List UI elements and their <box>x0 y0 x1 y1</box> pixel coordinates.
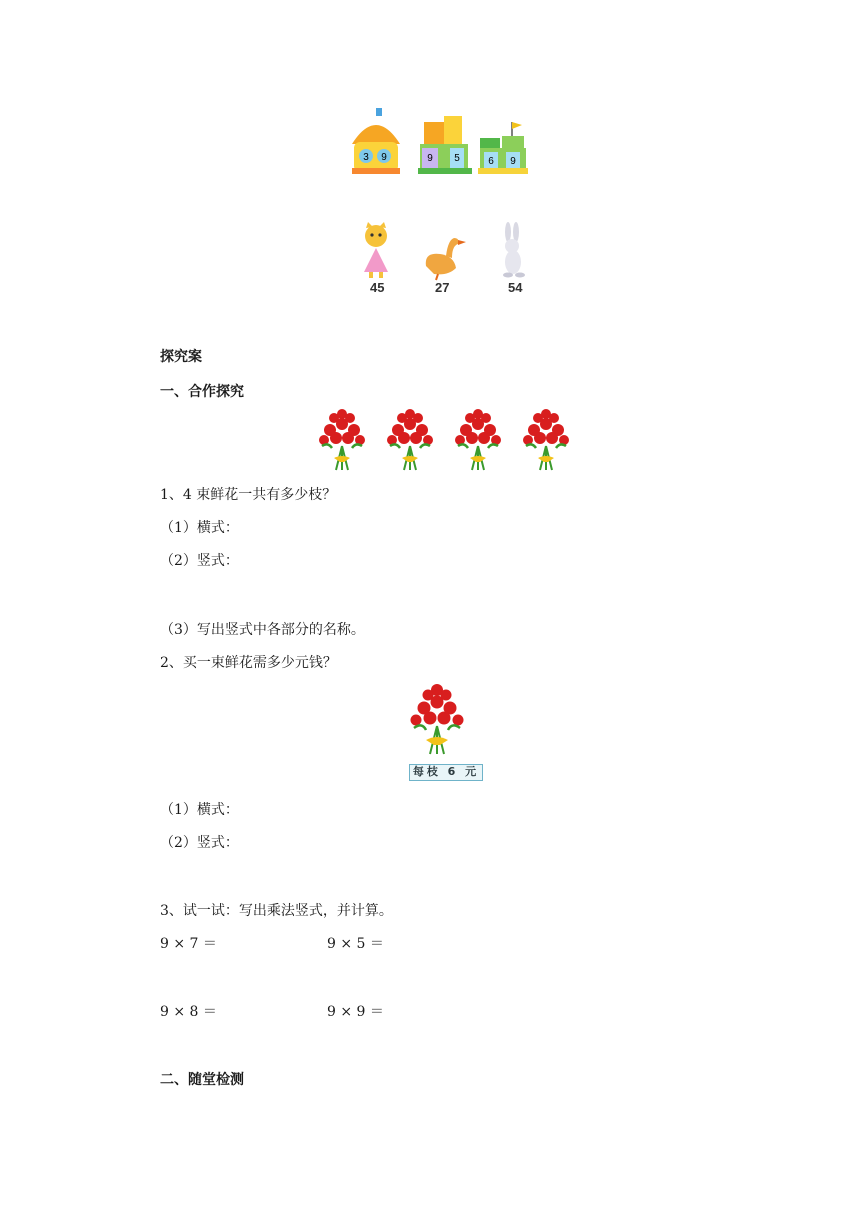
rose-bouquet-icon <box>455 409 501 470</box>
house1-right-number: 9 <box>381 152 387 163</box>
price-tag: 每枝 6 元 <box>409 764 483 781</box>
rose-bouquet-icon <box>387 409 433 470</box>
part2-heading: 二、随堂检测 <box>160 1072 244 1088</box>
q2-horizontal-label: （1）横式： <box>160 802 239 818</box>
flag-house-icon <box>478 122 528 174</box>
exercise-9x8: 9 × 8 ＝ <box>160 1004 217 1020</box>
goose-number: 27 <box>435 280 450 295</box>
exercise-9x7: 9 × 7 ＝ <box>160 936 217 952</box>
cat-icon <box>364 222 388 278</box>
castle-house-icon <box>418 116 472 174</box>
q2-vertical-label: （2）竖式： <box>160 835 239 851</box>
rabbit-number: 54 <box>508 280 523 295</box>
exercise-9x9: 9 × 9 ＝ <box>327 1004 384 1020</box>
four-bouquets-illustration <box>308 406 580 476</box>
q1-prompt: 1、4 束鲜花一共有多少枝？ <box>160 487 337 503</box>
q3-prompt: 3、试一试：写出乘法竖式，并计算。 <box>160 903 393 919</box>
yellow-house-icon <box>352 108 400 174</box>
rose-bouquet-icon <box>319 409 365 470</box>
houses-illustration <box>346 108 532 178</box>
goose-icon <box>426 238 466 280</box>
rose-bouquet-icon <box>523 409 569 470</box>
rabbit-icon <box>503 222 525 278</box>
house3-right-number: 9 <box>510 156 516 167</box>
house1-left-number: 3 <box>363 152 369 163</box>
animals-illustration <box>350 222 540 282</box>
house2-right-number: 5 <box>454 153 460 164</box>
house2-left-number: 9 <box>427 153 433 164</box>
q2-prompt: 2、买一束鲜花需多少元钱？ <box>160 655 337 671</box>
section-heading: 探究案 <box>160 349 202 365</box>
q1-horizontal-label: （1）横式： <box>160 520 239 536</box>
q1-names-instruction: （3）写出竖式中各部分的名称。 <box>160 622 365 638</box>
house3-left-number: 6 <box>488 156 494 167</box>
cat-number: 45 <box>370 280 385 295</box>
q1-vertical-label: （2）竖式： <box>160 553 239 569</box>
rose-bouquet-icon <box>404 682 470 762</box>
part1-heading: 一、合作探究 <box>160 384 244 400</box>
exercise-9x5: 9 × 5 ＝ <box>327 936 384 952</box>
